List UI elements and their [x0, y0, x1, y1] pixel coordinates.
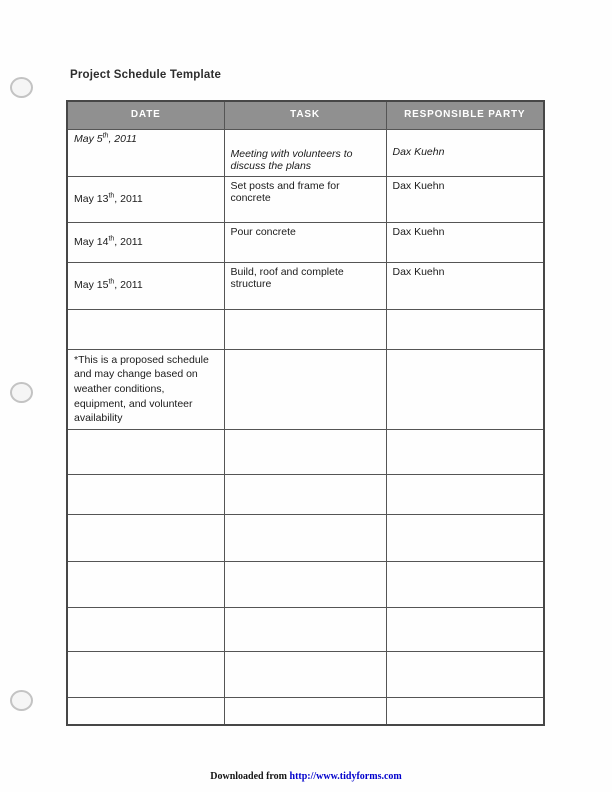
- table-row: [67, 129, 544, 176]
- party-cell: Dax Kuehn: [386, 262, 544, 309]
- date-cell: May 5th, 2011: [67, 129, 224, 176]
- empty-cell: [67, 474, 224, 514]
- binder-hole-icon: [10, 690, 33, 711]
- empty-cell: [67, 607, 224, 651]
- page-title: Project Schedule Template: [70, 69, 222, 81]
- binder-hole-icon: [10, 382, 33, 403]
- empty-cell: [224, 514, 386, 561]
- empty-cell: [224, 651, 386, 697]
- schedule-note-cell: *This is a proposed schedule and may change based on weather conditions, equipment, and volunteer availability: [67, 349, 224, 429]
- empty-cell: [224, 474, 386, 514]
- task-cell: Build, roof and complete structure: [224, 262, 386, 309]
- header-cell-task: TASK: [224, 101, 386, 129]
- table-row-empty: [67, 474, 544, 514]
- date-cell: May 14th, 2011: [67, 222, 224, 262]
- empty-cell: [386, 309, 544, 349]
- table-row-empty: [67, 607, 544, 651]
- table-row: [67, 222, 544, 262]
- table-row-empty: [67, 697, 544, 725]
- table-header-row: [67, 101, 544, 129]
- empty-cell: [224, 607, 386, 651]
- table-row-empty: [67, 651, 544, 697]
- binder-hole-icon: [10, 77, 33, 98]
- empty-cell: [224, 561, 386, 607]
- empty-cell: [386, 514, 544, 561]
- empty-cell: [67, 697, 224, 725]
- date-cell: May 13th, 2011: [67, 176, 224, 222]
- footer: [0, 771, 612, 782]
- empty-cell: [386, 561, 544, 607]
- table-row-empty: [67, 429, 544, 474]
- task-cell: Set posts and frame for concrete: [224, 176, 386, 222]
- empty-cell: [224, 309, 386, 349]
- empty-cell: [67, 309, 224, 349]
- table-row-empty: [67, 561, 544, 607]
- party-cell: Dax Kuehn: [386, 176, 544, 222]
- table-row: [67, 262, 544, 309]
- schedule-table: [66, 100, 545, 726]
- table-row-note: [67, 349, 544, 429]
- empty-cell: [224, 697, 386, 725]
- table-row: [67, 176, 544, 222]
- footer-text: Downloaded from: [210, 771, 290, 782]
- party-cell: Dax Kuehn: [386, 129, 544, 176]
- empty-cell: [386, 651, 544, 697]
- footer-link[interactable]: http://www.tidyforms.com: [289, 771, 402, 782]
- empty-cell: [224, 349, 386, 429]
- header-cell-date: DATE: [67, 101, 224, 129]
- empty-cell: [67, 429, 224, 474]
- empty-cell: [224, 429, 386, 474]
- empty-cell: [67, 651, 224, 697]
- header-cell-responsible-party: RESPONSIBLE PARTY: [386, 101, 544, 129]
- empty-cell: [67, 514, 224, 561]
- empty-cell: [386, 429, 544, 474]
- empty-cell: [386, 697, 544, 725]
- task-cell: Meeting with volunteers to discuss the plans: [224, 129, 386, 176]
- empty-cell: [386, 474, 544, 514]
- empty-cell: [386, 607, 544, 651]
- party-cell: Dax Kuehn: [386, 222, 544, 262]
- task-cell: Pour concrete: [224, 222, 386, 262]
- table-row-empty: [67, 309, 544, 349]
- table-row-empty: [67, 514, 544, 561]
- empty-cell: [386, 349, 544, 429]
- empty-cell: [67, 561, 224, 607]
- date-cell: May 15th, 2011: [67, 262, 224, 309]
